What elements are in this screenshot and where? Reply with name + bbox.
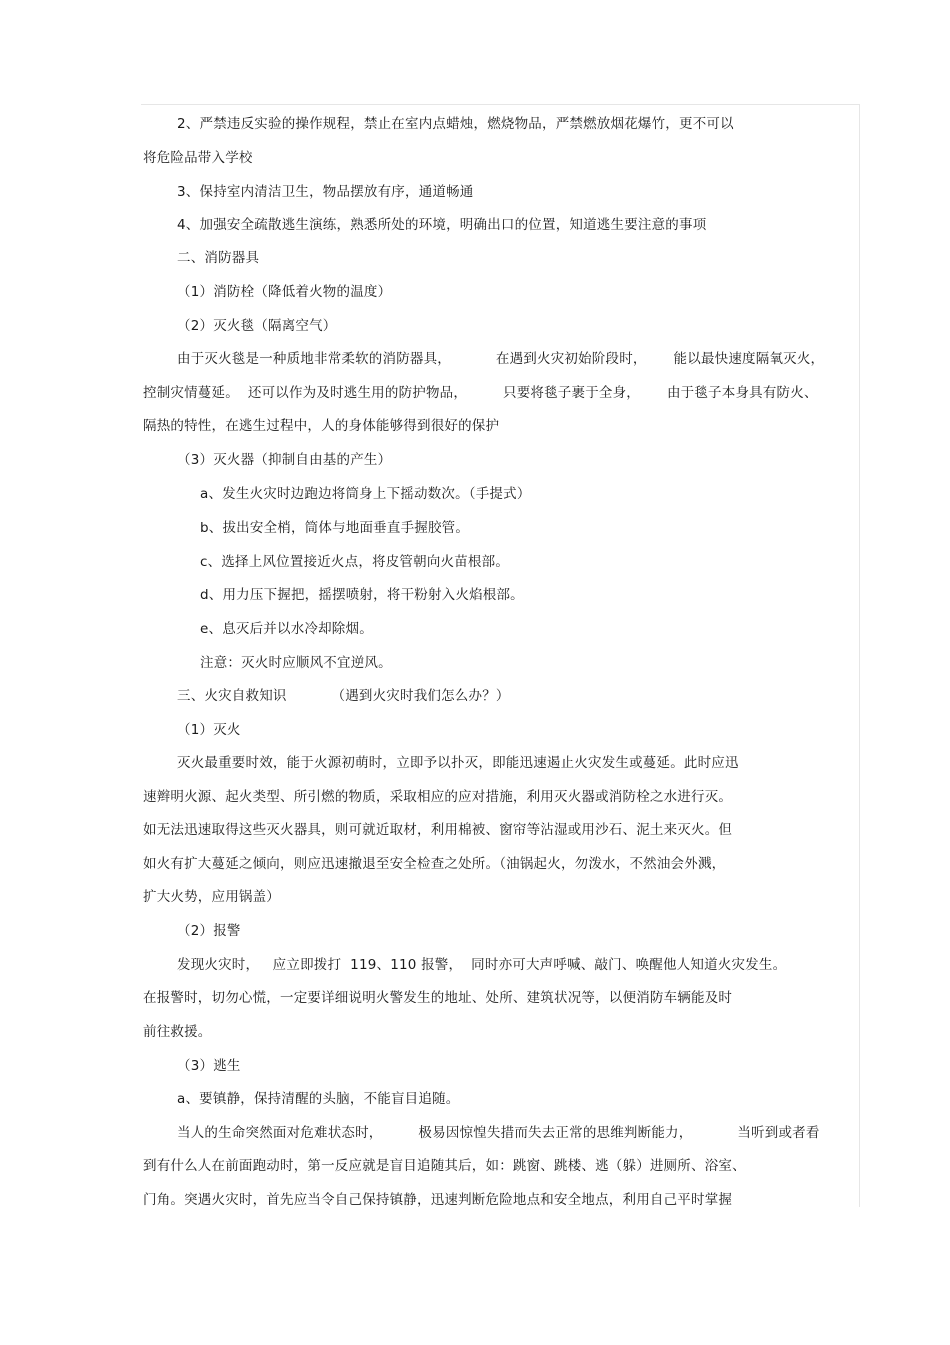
escape-paragraph-line-3: 门角。突遇火灾时，首先应当令自己保持镇静，迅速判断危险地点和安全地点，利用自己平时掌握 — [143, 1192, 733, 1208]
extinguish-paragraph-line-3: 如无法迅速取得这些灭火器具，则可就近取材，利用棉被、窗帘等沾湿或用沙石、泥土来灭火。但 — [143, 822, 733, 838]
extinguisher-step-b: b、拔出安全梢，筒体与地面垂直手握胶管。 — [200, 520, 470, 536]
extinguish-paragraph-line-1: 灭火最重要时效，能于火源初萌时，立即予以扑灭，即能迅速遏止火灾发生或蔓延。此时应迅 — [177, 755, 739, 771]
item-fire-blanket: （2）灭火毯（隔离空气） — [177, 318, 337, 334]
alarm-paragraph-line-3: 前往救援。 — [143, 1024, 212, 1040]
extinguish-paragraph-line-2: 速辫明火源、起火类型、所引燃的物质，采取相应的应对措施，利用灭火器或消防栓之水进行灭。 — [143, 789, 733, 805]
escape-paragraph-line-1: 当人的生命突然面对危难状态时， 极易因惊惶失措而失去正常的思维判断能力， 当听到或者看 — [177, 1125, 820, 1141]
item-extinguisher: （3）灭火器（抑制自由基的产生） — [177, 452, 392, 468]
extinguisher-note: 注意：灭火时应顺风不宜逆风。 — [200, 655, 392, 671]
item-extinguish: （1）灭火 — [177, 722, 241, 738]
extinguisher-step-c: c、选择上风位置接近火点，将皮管朝向火苗根部。 — [200, 554, 510, 570]
escape-paragraph-line-2: 到有什么人在前面跑动时，第一反应就是盲目追随其后，如：跳窗、跳楼、逃（躲）进厕所、浴室、 — [143, 1158, 746, 1174]
extinguisher-step-d: d、用力压下握把，摇摆喷射，将干粉射入火焰根部。 — [200, 587, 524, 603]
blanket-paragraph-line-1: 由于灭火毯是一种质地非常柔软的消防器具， 在遇到火灾初始阶段时， 能以最快速度隔氧灭火， — [177, 351, 825, 367]
rule-3-text: 3、保持室内清洁卫生，物品摆放有序，通道畅通 — [177, 184, 474, 200]
rule-4-text: 4、加强安全疏散逃生演练，熟悉所处的环境，明确出口的位置，知道逃生要注意的事项 — [177, 217, 707, 233]
extinguish-paragraph-line-4: 如火有扩大蔓延之倾向，则应迅速撤退至安全检查之处所。（油锅起火，勿泼水，不然油会外溅， — [143, 856, 726, 872]
alarm-paragraph-line-2: 在报警时，切勿心慌，一定要详细说明火警发生的地址、处所、建筑状况等，以便消防车辆能及时 — [143, 990, 733, 1006]
extinguisher-step-a: a、发生火灾时边跑边将筒身上下摇动数次。（手提式） — [200, 486, 531, 502]
extinguisher-step-e: e、息灭后并以水冷却除烟。 — [200, 621, 373, 637]
section-2-heading: 二、消防器具 — [177, 250, 260, 266]
item-escape: （3）逃生 — [177, 1058, 241, 1074]
rule-2-continuation: 将危险品带入学校 — [143, 150, 253, 166]
rule-2-text: 2、严禁违反实验的操作规程，禁止在室内点蜡烛，燃烧物品，严禁燃放烟花爆竹，更不可以 — [177, 116, 734, 132]
escape-point-a: a、要镇静，保持清醒的头脑，不能盲目追随。 — [177, 1091, 460, 1107]
blanket-paragraph-line-2: 控制灾情蔓延。 还可以作为及时逃生用的防护物品， 只要将毯子裹于全身， 由于毯子本身具有防火、 — [143, 385, 818, 401]
item-alarm: （2）报警 — [177, 923, 241, 939]
alarm-paragraph-line-1: 发现火灾时， 应立即拨打 119、110 报警， 同时亦可大声呼喊、敲门、唤醒他人知道火灾发生。 — [177, 957, 787, 973]
blanket-paragraph-line-3: 隔热的特性，在逃生过程中，人的身体能够得到很好的保护 — [143, 418, 500, 434]
item-hydrant: （1）消防栓（降低着火物的温度） — [177, 284, 392, 300]
section-3-heading: 三、火灾自救知识 （遇到火灾时我们怎么办？） — [177, 688, 510, 704]
extinguish-paragraph-line-5: 扩大火势，应用锅盖） — [143, 889, 280, 905]
